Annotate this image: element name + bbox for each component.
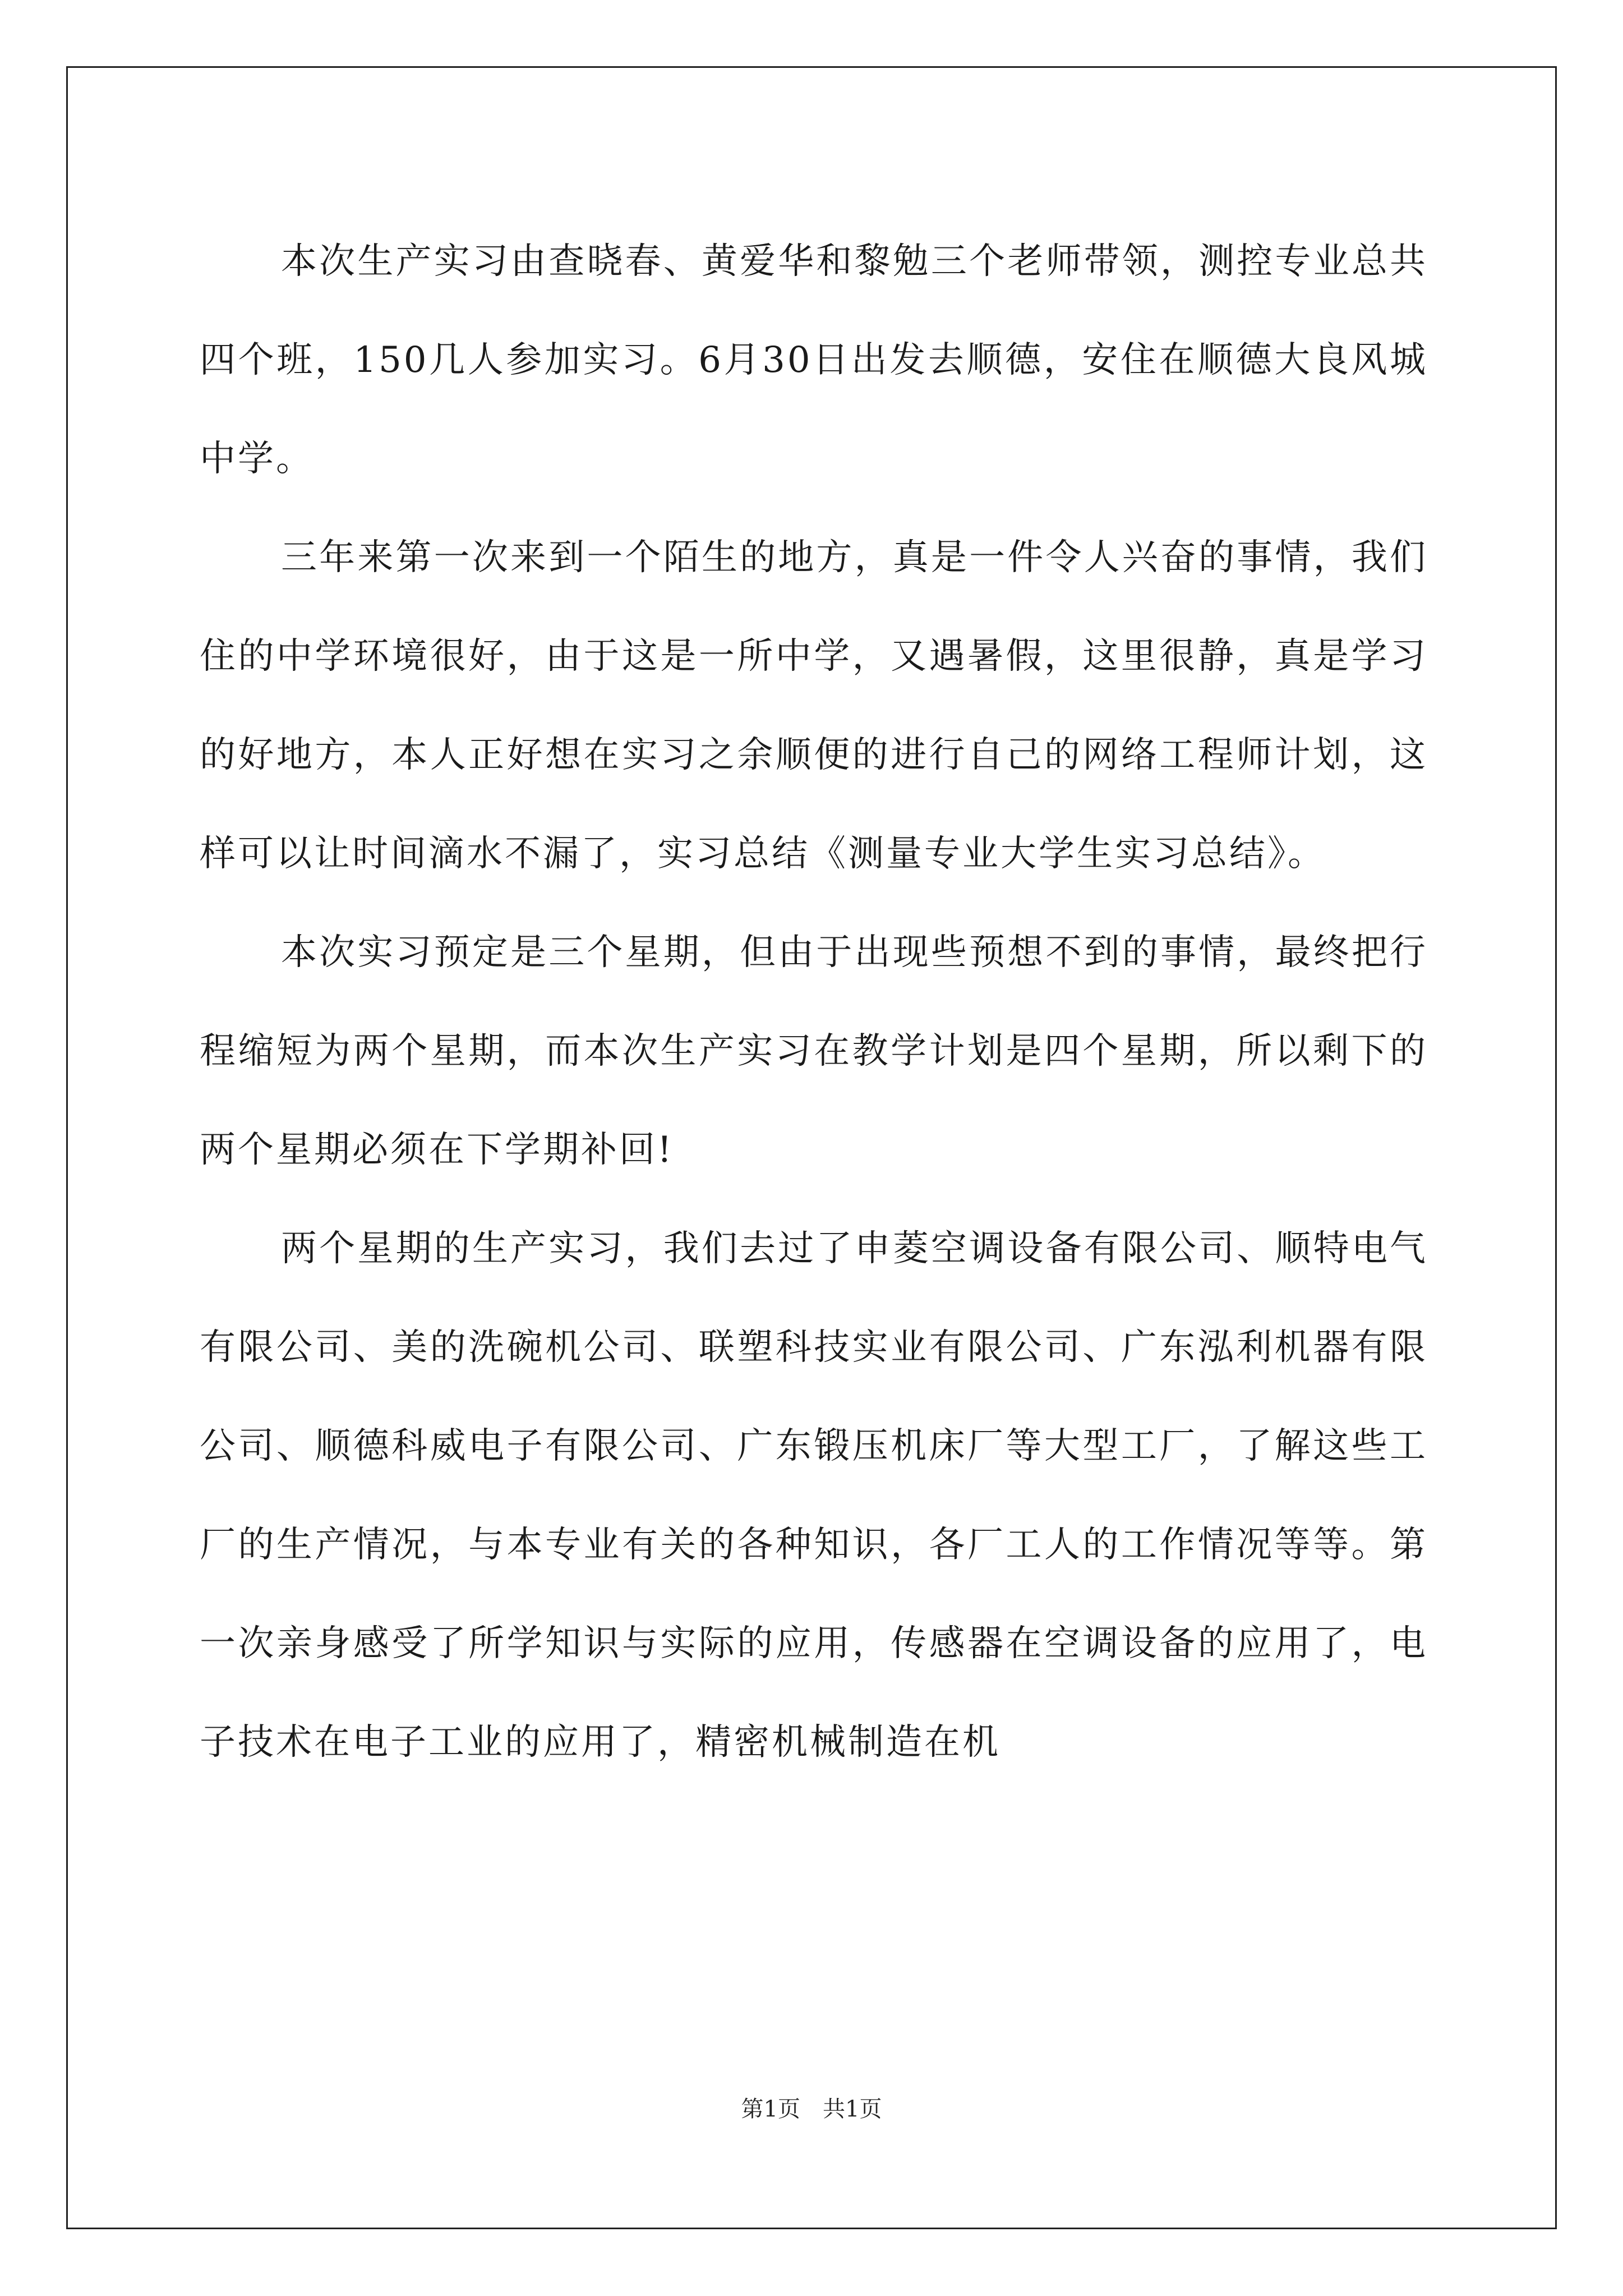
paragraph-1: 本次生产实习由查晓春、黄爱华和黎勉三个老师带领，测控专业总共四个班，150几人参加实习。6月30日出发去顺德，安住在顺德大良风城中学。: [200, 241, 1428, 480]
paragraph-4: 两个星期的生产实习，我们去过了申菱空调设备有限公司、顺特电气有限公司、美的洗碗机公司、联塑科技实业有限公司、广东泓利机器有限公司、顺德科威电子有限公司、广东锻压机床厂等大型工厂，了解这些工厂的生产情况，与本专业有关的各种知识，各厂工人的工作情况等等。第一次亲身感受了所学知识与实际的应用，传感器在空调设备的应用了，电子技术在电子工业的应用了，精密机械制造在机: [200, 1228, 1428, 1763]
paragraph-3: 本次实习预定是三个星期，但由于出现些预想不到的事情，最终把行程缩短为两个星期，而本次生产实习在教学计划是四个星期，所以剩下的两个星期必须在下学期补回!: [200, 932, 1428, 1171]
document-body: [200, 212, 1428, 1792]
page-footer: 第1页 共1页: [741, 2096, 882, 2122]
paragraph-2: 三年来第一次来到一个陌生的地方，真是一件令人兴奋的事情，我们住的中学环境很好，由于这是一所中学，又遇暑假，这里很静，真是学习的好地方，本人正好想在实习之余顺便的进行自己的网络工程师计划，这样可以让时间滴水不漏了，实习总结《测量专业大学生实习总结》。: [200, 537, 1428, 875]
